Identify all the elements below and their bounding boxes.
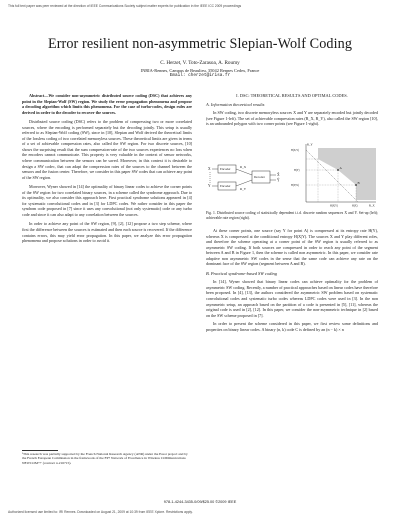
subsection-b-heading: B. Practical syndrome-based SW coding <box>206 270 277 276</box>
intro-paragraph-3: In order to achieve any point of the SW region, [9], [2], [12] propose a two step scheme, where first the difference between the sources is estimated and then each source is recovered. If the difference contains errors, this may yield error propagation. In this paper, we analyze this error propagation phenomena and propose solutions in order to avoid it. <box>22 221 192 244</box>
achievable-region <box>318 148 376 200</box>
section-a-paragraph-1: In SW coding, two discrete memoryless sources X and Y are separately encoded but jointly decoded (see Figure 1-left). The set of achievable compression rates (R_X, R_Y), also called the SW region [10], is an unbounded polygon with two corner points (see Figure 1-right). <box>206 110 378 127</box>
source-y-label: Y <box>208 184 211 188</box>
decoder-label: Decoder <box>254 175 265 180</box>
tick-hxy: H(X,Y) <box>291 149 299 152</box>
abstract: Abstract—We consider non-asymmetric distributed source coding (DSC) that achieves any point in the Slepian-Wolf (SW) region. We study the error propagation phenomena and propose a decoding algorithm which limits this phenomena. For the case of turbo-codes, design rules are derived in order to the decoder to recover the sources. <box>22 93 192 115</box>
tick-hx-given-y: H(X|Y) <box>330 204 338 208</box>
left-column <box>22 93 192 244</box>
affiliation-block <box>0 68 400 79</box>
paper-authors: C. Herzet, V. Toto-Zarasoa, A. Roumy <box>160 60 240 66</box>
encoder-y-label: Encoder <box>220 184 231 189</box>
rate-ry-label: R_Y <box>240 187 247 191</box>
license-notice: Authorized licensed use limited to: IRI Rennes. Downloaded on August 21, 2009 at 10:39 from IEEE Xplore. Restrictions apply. <box>8 510 193 514</box>
affiliation-institution: INRIA-Rennes, Campus de Beaulieu, 35042 Rennes Cedex, France <box>140 68 260 73</box>
output-y-label: Ŷ <box>277 178 280 183</box>
section-a-paragraph-2: At these corner points, one source (say Y for point A) is compressed at its entropy rate H(Y), whereas X is compressed at the conditional entropy H(X|Y). The sources X and Y play different roles, and therefore the scheme operating at a corner point of the SW region is usually referred to as asymmetric SW coding. If both sources are compressed in order to reach any point of the segment between A and B in Figure 1, then the scheme is called non asymmetric. In this paper, we consider rate adaptive non asymmetric SW codes in the sense that the same code can achieve any rate on the dominant face of the SW region (segment between A and B). <box>206 228 378 267</box>
rate-rx-label: R_X <box>240 165 247 169</box>
section-b-paragraph-1: In [14], Wyner showed that binary linear codes can achieve optimality for the problem of asymmetric SW coding. Recently, a number of practical approaches based on linear codes have therefore been proposed. In [4], [13], the authors considered the asymmetric SW problem based on systematic convolutional codes and systematic turbo codes whereas LDPC codes were used in [3]. In the non asymmetric setup, an approach based on the partition of a code is presented in [5], [11], whereas the original code is used in [2], [12]. In this paper, we consider the non-asymmetric technique in [2] based on the SW scheme proposed in [7]. <box>206 279 378 318</box>
tick-hy: H(Y) <box>294 169 300 172</box>
source-x-label: X <box>208 167 211 171</box>
intro-paragraph-1: Distributed source coding (DSC) refers to the problem of compressing two or more correlated sources, where the encoding is performed separately but the decoding jointly. This setup is usually referred to as Slepian-Wolf coding (SW), since in [10], Slepian and Wolf derived the theoretical limits of the lossless coding of two correlated memoryless sources. These theoretical limits are given in terms of a set of achievable compression rates, also called the SW region. For two discrete sources, [10] shows the surprising result that the sum compression-rate of the two sources experiences no loss when the encoders cannot communicate. This property is very valuable in the context of sensor networks, where communication between the sensors can be saved. Moreover, in this context it is desirable to design a SW codec, that can adapt the compression rates of the sources to the channel between the sensors and the fusion center. Therefore, we consider in this paper SW codes that can achieve any point of the SW region. <box>22 119 192 180</box>
subsection-a-heading: A. Information theoretical results <box>206 101 265 107</box>
encoder-x-label: Encoder <box>220 167 231 172</box>
point-b-label: B <box>357 181 360 185</box>
figure-1-caption: Fig. 1. Distributed source coding of statistically dependent i.i.d. discrete random sequences X and Y. Set-up (left); achievable rate region (right). <box>206 211 378 220</box>
affiliation-email: Email: cherzet@irisa.fr <box>169 73 231 79</box>
footnote: ¹This research was partially supported by the French National Research Agency (ANR) under the Essor project and by the French European Commission in the framework of the FP7 Network of Excellence in Wireless COMmunications NEWCOM++ (contract n.216715). <box>22 452 188 465</box>
dsc-setup-diagram <box>208 165 280 191</box>
section-heading: I. DSC: THEORETICAL RESULTS AND OPTIMAL CODES. <box>236 93 348 98</box>
intro-paragraph-2: Moreover, Wyner showed in [14] the optimality of binary linear codes to achieve the corner points of the SW region for two correlated binary sources, in a scheme called the syndrome approach. Due to its optimality, we also consider this approach here. First practical syndrome solutions appeared in [4] for systematic convolutional codes and in [3] for LDPC codes. We rather consider in this paper the syndrom code proposed in [7] since it uses any convolutional (not only systematic) code or any turbo code and since it can also adapt to any correlation between the sources. <box>22 184 192 217</box>
paper-title: Error resilient non-asymmetric Slepian-Wolf Coding <box>47 36 353 52</box>
output-x-label: X̂ <box>277 173 280 177</box>
peer-review-notice: This full text paper was peer reviewed at the direction of IEEE Communications Society subject matter experts for publication in the IEEE ICC 2009 proceedings <box>8 4 242 8</box>
footnote-rule <box>22 450 58 451</box>
right-column-bottom <box>206 228 378 332</box>
tick-hx: H(X) <box>352 204 358 208</box>
sw-rate-region-plot <box>291 143 376 208</box>
point-a-label: A <box>339 166 342 170</box>
ry-axis-label: R_Y <box>307 142 313 147</box>
isbn-line: 978-1-4244-3435-0/09/$25.00 ©2009 IEEE <box>163 500 237 504</box>
right-column-top <box>206 93 378 127</box>
figure-1 <box>206 140 378 208</box>
rx-axis-label: R_X <box>369 203 375 208</box>
section-b-paragraph-2: In order to present the scheme considered in this paper, we first review some definitions and properties on binary linear codes. A binary (n, k) code C is defined by an (n − k) × n <box>206 321 378 332</box>
tick-hy-given-x: H(Y|X) <box>291 184 299 187</box>
